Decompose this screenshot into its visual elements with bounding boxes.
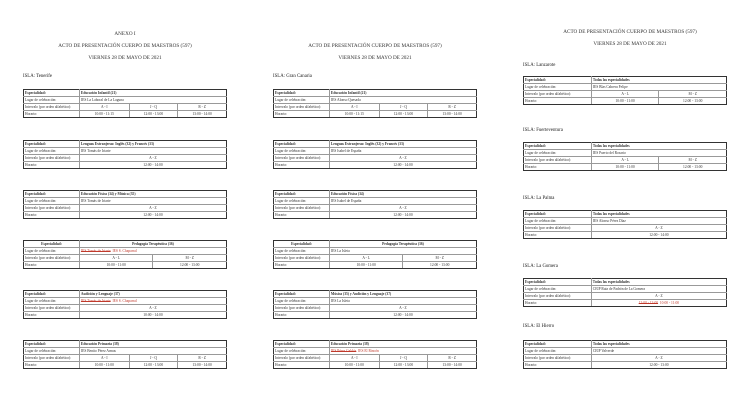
- label-especialidad: Especialidad:: [524, 211, 592, 218]
- isla-heading: ISLA: Tenerife: [23, 74, 53, 79]
- horario-value: 10:00 - 11:00: [591, 164, 659, 171]
- label-lugar: Lugar de celebración:: [24, 298, 80, 305]
- intervalo-value: A - I: [79, 355, 129, 362]
- horario-value: 12:00 - 13:00: [129, 362, 178, 369]
- schedule-table: [523, 142, 727, 171]
- label-horario: Horario:: [274, 162, 330, 169]
- label-especialidad: Especialidad:: [524, 341, 592, 348]
- lugar-new: IES S. Chaparral: [112, 249, 137, 253]
- label-especialidad: Especialidad:: [274, 241, 330, 248]
- label-lugar: Lugar de celebración:: [24, 97, 80, 104]
- label-horario: Horario:: [524, 164, 592, 171]
- isla-heading: ISLA: Gran Canaria: [273, 74, 312, 79]
- intervalo-value: A - L: [591, 157, 659, 164]
- label-intervalo: Intervalo (por orden alfabético):: [524, 355, 592, 362]
- label-horario: Horario:: [274, 362, 330, 369]
- schedule-table: [523, 340, 727, 369]
- lugar-value: IES Blas Cabrera Felipe: [591, 84, 726, 91]
- lugar-value: IES Isabel de España: [329, 148, 476, 155]
- especialidad-value: Todas las especialidades: [591, 211, 726, 218]
- especialidad-value: Todas las especialidades: [591, 341, 726, 348]
- horario-value: 12:00 - 13:00: [129, 111, 178, 118]
- label-lugar: Lugar de celebración:: [524, 286, 592, 293]
- label-especialidad: Especialidad:: [24, 291, 80, 298]
- horario-value: 12:00 - 13:00: [403, 262, 477, 269]
- label-horario: Horario:: [24, 162, 80, 169]
- lugar-new: IES El Rincón: [358, 349, 379, 353]
- lugar-value: IES Isabel de España: [329, 198, 476, 205]
- horario-old: 12:00 - 13:00: [638, 301, 659, 305]
- label-especialidad: Especialidad:: [274, 291, 330, 298]
- label-horario: Horario:: [524, 300, 592, 307]
- horario-value: 13:00 - 14:00: [428, 111, 477, 118]
- especialidad-value: Educación Primaria (38): [329, 341, 476, 348]
- horario-value: 12:00 - 14:00: [329, 212, 476, 219]
- schedule-table: [273, 89, 477, 118]
- especialidad-value: Educación Infantil (21): [79, 90, 226, 97]
- intervalo-value: M - Z: [659, 91, 727, 98]
- label-lugar: Lugar de celebración:: [524, 150, 592, 157]
- horario-value: 13:00 - 14:00: [178, 111, 227, 118]
- especialidad-value: Pedagogía Terapéutica (36): [79, 241, 226, 248]
- label-lugar: Lugar de celebración:: [274, 298, 330, 305]
- intervalo-value: M - Z: [153, 255, 227, 262]
- horario-value: 13:00 - 14:00: [178, 362, 227, 369]
- lugar-old: IES Pérez Galdós: [330, 349, 357, 353]
- lugar-value: IES Alonso Quesada: [329, 97, 476, 104]
- doc-title: ACTO DE PRESENTACIÓN CUERPO DE MAESTROS (597): [58, 43, 192, 49]
- especialidad-value: Todas las especialidades: [591, 279, 726, 286]
- lugar-value: IES Puerto del Rosario: [591, 150, 726, 157]
- label-intervalo: Intervalo (por orden alfabético):: [24, 155, 80, 162]
- label-intervalo: Intervalo (por orden alfabético):: [524, 157, 592, 164]
- label-especialidad: Especialidad:: [24, 90, 80, 97]
- intervalo-value: A - Z: [329, 155, 476, 162]
- label-especialidad: Especialidad:: [524, 143, 592, 150]
- horario-value: 13:00 - 14:00: [428, 362, 477, 369]
- label-lugar: Lugar de celebración:: [24, 148, 80, 155]
- especialidad-value: Lenguas Extranjeras: Inglés (32) y Francés (33): [79, 141, 226, 148]
- horario-value: 10:00 - 14:00: [79, 312, 226, 319]
- intervalo-value: R - Z: [178, 355, 227, 362]
- horario-value: 12:00 - 13:00: [591, 362, 726, 369]
- lugar-value: IES La Isleta: [329, 298, 476, 305]
- label-horario: Horario:: [274, 312, 330, 319]
- schedule-table: [23, 290, 227, 319]
- schedule-table: [273, 190, 477, 219]
- label-intervalo: Intervalo (por orden alfabético):: [274, 155, 330, 162]
- label-horario: Horario:: [524, 98, 592, 105]
- label-intervalo: Intervalo (por orden alfabético):: [274, 305, 330, 312]
- intervalo-value: J - Q: [379, 104, 428, 111]
- label-intervalo: Intervalo (por orden alfabético):: [24, 355, 80, 362]
- lugar-value: CEIP Ruiz de Padrón de La Gomera: [591, 286, 726, 293]
- label-lugar: Lugar de celebración:: [274, 248, 330, 255]
- especialidad-value: Lenguas Extranjeras: Inglés (32) y Francés (33): [329, 141, 476, 148]
- label-especialidad: Especialidad:: [24, 241, 80, 248]
- horario-value: [591, 300, 726, 307]
- label-lugar: Lugar de celebración:: [274, 148, 330, 155]
- schedule-table: [273, 340, 477, 369]
- schedule-table: [23, 89, 227, 118]
- label-especialidad: Especialidad:: [24, 191, 80, 198]
- label-intervalo: Intervalo (por orden alfabético):: [24, 104, 80, 111]
- horario-value: 10:00 - 11:00: [591, 98, 659, 105]
- lugar-value: IES Alonso Pérez Díaz: [591, 218, 726, 225]
- especialidad-value: Educación Física (34) y Música (35): [79, 191, 226, 198]
- isla-heading: ISLA: La Gomera: [523, 264, 558, 269]
- label-horario: Horario:: [274, 111, 330, 118]
- lugar-old: IES Tomás de Iriarte: [80, 249, 111, 253]
- label-intervalo: Intervalo (por orden alfabético):: [24, 255, 80, 262]
- label-horario: Horario:: [24, 111, 80, 118]
- schedule-table: [23, 240, 227, 269]
- horario-value: 12:00 - 13:00: [153, 262, 227, 269]
- especialidad-value: Pedagogía Terapéutica (36): [329, 241, 476, 248]
- intervalo-value: A - Z: [591, 225, 726, 232]
- horario-value: 12:00 - 14:00: [591, 232, 726, 239]
- label-horario: Horario:: [24, 212, 80, 219]
- doc-title: ACTO DE PRESENTACIÓN CUERPO DE MAESTROS (597): [308, 43, 442, 49]
- especialidad-value: Todas las especialidades: [591, 77, 726, 84]
- schedule-table: [273, 240, 477, 269]
- schedule-table: [273, 140, 477, 169]
- doc-title: ACTO DE PRESENTACIÓN CUERPO DE MAESTROS (597): [563, 29, 697, 35]
- label-especialidad: Especialidad:: [24, 341, 80, 348]
- label-lugar: Lugar de celebración:: [24, 248, 80, 255]
- intervalo-value: J - Q: [379, 355, 428, 362]
- intervalo-value: M - Z: [403, 255, 477, 262]
- schedule-table: [523, 210, 727, 239]
- lugar-value: CEIP Valverde: [591, 348, 726, 355]
- horario-value: 10:00 - 11:00: [79, 262, 153, 269]
- lugar-value: IES Tomás de Iriarte: [79, 148, 226, 155]
- isla-heading: ISLA: Fuerteventura: [523, 128, 563, 133]
- label-intervalo: Intervalo (por orden alfabético):: [274, 205, 330, 212]
- schedule-table: [23, 340, 227, 369]
- label-lugar: Lugar de celebración:: [24, 348, 80, 355]
- especialidad-value: Educación Física (34): [329, 191, 476, 198]
- label-intervalo: Intervalo (por orden alfabético):: [274, 104, 330, 111]
- lugar-value: IES Benito Pérez Armas: [79, 348, 226, 355]
- label-horario: Horario:: [24, 312, 80, 319]
- intervalo-value: A - L: [591, 91, 659, 98]
- especialidad-value: Audición y Lenguaje (37): [79, 291, 226, 298]
- intervalo-value: R - Z: [178, 104, 227, 111]
- label-horario: Horario:: [524, 232, 592, 239]
- label-intervalo: Intervalo (por orden alfabético):: [524, 293, 592, 300]
- intervalo-value: A - Z: [79, 155, 226, 162]
- horario-value: 12:00 - 13:00: [379, 362, 428, 369]
- schedule-table: [23, 140, 227, 169]
- label-intervalo: Intervalo (por orden alfabético):: [24, 205, 80, 212]
- label-intervalo: Intervalo (por orden alfabético):: [524, 225, 592, 232]
- doc-date: VIERNES 28 DE MAYO DE 2021: [88, 55, 162, 61]
- horario-value: 12:00 - 13:00: [379, 111, 428, 118]
- horario-value: 10:00 - 11:00: [329, 362, 379, 369]
- lugar-value: [329, 348, 476, 355]
- intervalo-value: J - Q: [129, 355, 178, 362]
- intervalo-value: A - Z: [79, 205, 226, 212]
- lugar-old: IES Tomás de Iriarte: [80, 299, 111, 303]
- label-intervalo: Intervalo (por orden alfabético):: [274, 255, 330, 262]
- isla-heading: ISLA: El Hierro: [523, 324, 555, 329]
- doc-date: VIERNES 28 DE MAYO DE 2021: [593, 41, 667, 47]
- label-intervalo: Intervalo (por orden alfabético):: [274, 355, 330, 362]
- schedule-table: [273, 290, 477, 319]
- lugar-value: [79, 248, 226, 255]
- horario-new: 10:00 - 11:00: [659, 301, 680, 305]
- annex-title: ANEXO I: [114, 31, 136, 37]
- label-especialidad: Especialidad:: [274, 90, 330, 97]
- intervalo-value: A - I: [79, 104, 129, 111]
- label-especialidad: Especialidad:: [274, 141, 330, 148]
- page-tenerife: [0, 0, 250, 420]
- label-especialidad: Especialidad:: [274, 341, 330, 348]
- intervalo-value: R - Z: [428, 104, 477, 111]
- intervalo-value: A - L: [79, 255, 153, 262]
- label-horario: Horario:: [274, 262, 330, 269]
- label-horario: Horario:: [524, 362, 592, 369]
- intervalo-value: A - I: [329, 355, 379, 362]
- horario-value: 12:00 - 14:00: [79, 212, 226, 219]
- label-especialidad: Especialidad:: [24, 141, 80, 148]
- doc-date: VIERNES 28 DE MAYO DE 2021: [338, 55, 412, 61]
- label-lugar: Lugar de celebración:: [274, 348, 330, 355]
- intervalo-value: M - Z: [659, 157, 727, 164]
- intervalo-value: A - Z: [79, 305, 226, 312]
- label-lugar: Lugar de celebración:: [524, 84, 592, 91]
- horario-value: 10:00 - 11:15: [79, 111, 129, 118]
- horario-value: 10:00 - 11:00: [329, 262, 403, 269]
- label-horario: Horario:: [274, 212, 330, 219]
- isla-heading: ISLA: La Palma: [523, 196, 555, 201]
- label-lugar: Lugar de celebración:: [24, 198, 80, 205]
- horario-value: 12:00 - 14:00: [79, 162, 226, 169]
- horario-value: 12:00 - 13:00: [659, 98, 727, 105]
- horario-value: 12:00 - 13:00: [659, 164, 727, 171]
- label-intervalo: Intervalo (por orden alfabético):: [24, 305, 80, 312]
- lugar-new: IES S. Chaparral: [112, 299, 137, 303]
- label-especialidad: Especialidad:: [274, 191, 330, 198]
- intervalo-value: A - Z: [591, 355, 726, 362]
- label-lugar: Lugar de celebración:: [524, 348, 592, 355]
- intervalo-value: A - I: [329, 104, 379, 111]
- isla-heading: ISLA: Lanzarote: [523, 63, 556, 68]
- intervalo-value: A - Z: [329, 305, 476, 312]
- label-horario: Horario:: [24, 262, 80, 269]
- intervalo-value: A - L: [329, 255, 403, 262]
- label-especialidad: Especialidad:: [524, 279, 592, 286]
- schedule-table: [23, 190, 227, 219]
- horario-value: 10:00 - 11:00: [79, 362, 129, 369]
- label-horario: Horario:: [24, 362, 80, 369]
- lugar-value: IES La Laboral de La Laguna: [79, 97, 226, 104]
- especialidad-value: Música (35) y Audición y Lenguaje (37): [329, 291, 476, 298]
- intervalo-value: A - Z: [329, 205, 476, 212]
- page-other-islands: [500, 0, 750, 420]
- horario-value: 10:00 - 11:15: [329, 111, 379, 118]
- label-lugar: Lugar de celebración:: [274, 97, 330, 104]
- intervalo-value: R - Z: [428, 355, 477, 362]
- especialidad-value: Todas las especialidades: [591, 143, 726, 150]
- especialidad-value: Educación Infantil (21): [329, 90, 476, 97]
- horario-value: 12:00 - 14:00: [329, 162, 476, 169]
- intervalo-value: A - Z: [591, 293, 726, 300]
- lugar-value: IES La Isleta: [329, 248, 476, 255]
- label-lugar: Lugar de celebración:: [274, 198, 330, 205]
- schedule-table: [523, 76, 727, 105]
- label-lugar: Lugar de celebración:: [524, 218, 592, 225]
- intervalo-value: J - Q: [129, 104, 178, 111]
- especialidad-value: Educación Primaria (38): [79, 341, 226, 348]
- lugar-value: IES Tomás de Iriarte: [79, 198, 226, 205]
- label-especialidad: Especialidad:: [524, 77, 592, 84]
- horario-value: 12:00 - 14:00: [329, 312, 476, 319]
- lugar-value: [79, 298, 226, 305]
- page-gran-canaria: [250, 0, 500, 420]
- label-intervalo: Intervalo (por orden alfabético):: [524, 91, 592, 98]
- schedule-table: [523, 278, 727, 307]
